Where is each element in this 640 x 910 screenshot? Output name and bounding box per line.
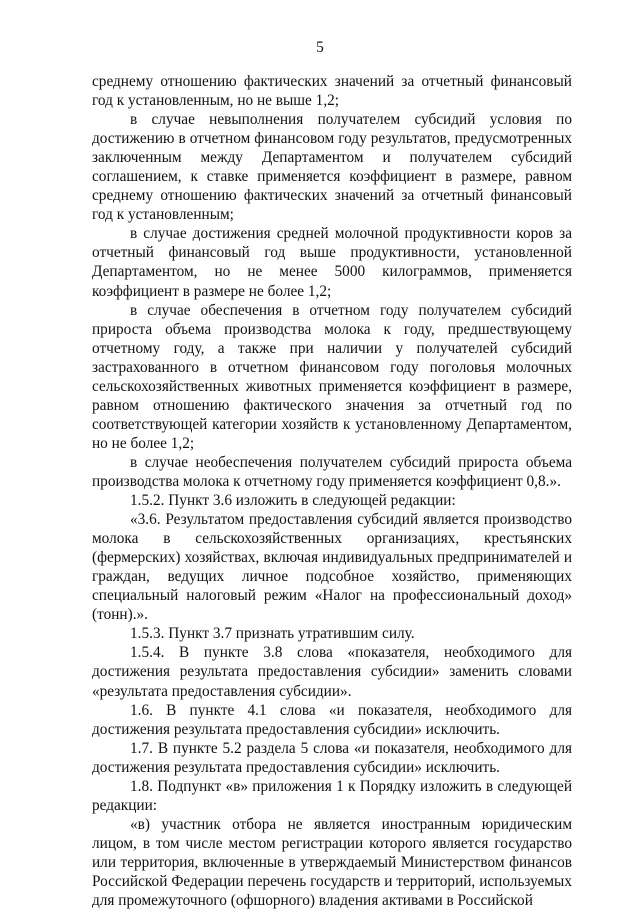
paragraph: 1.5.2. Пункт 3.6 изложить в следующей редакции: xyxy=(130,492,456,510)
paragraph: 1.5.3. Пункт 3.7 признать утратившим силу. xyxy=(130,625,415,643)
paragraph: в случае невыполнения получателем субсидий условия по достижению в отчетном финансовом году результатов, предусмотренных заключенным между Департаментом и получателем субсидий соглашением, к ставке применяется коэффициент в размере, равном среднему отношению фактических значений за отчетный финансовый год к установленным; xyxy=(92,111,572,224)
page-number: 5 xyxy=(316,39,324,56)
paragraph: среднему отношению фактических значений за отчетный финансовый год к установленным, но не выше 1,2; xyxy=(92,73,572,110)
paragraph: в случае необеспечения получателем субсидий прироста объема производства молока к отчетному году применяется коэффициент 0,8.». xyxy=(92,453,572,490)
paragraph: 1.6. В пункте 4.1 слова «и показателя, необходимого для достижения результата предоставления субсидии» исключить. xyxy=(92,701,572,738)
paragraph: «3.6. Результатом предоставления субсидий является производство молока в сельскохозяйственных организациях, крестьянских (фермерских) хозяйствах, включая индивидуальных предпринимателей и граждан, ведущих личное подсобное хозяйство, применяющих специальный налоговый режим «Налог на профессиональный доход» (тонн).». xyxy=(92,511,572,624)
paragraph: «в) участник отбора не является иностранным юридическим лицом, в том числе местом регистрации которого является государство или территория, включенные в утверждаемый Министерством финансов Российской Федерации перечень государств и территорий, используемых для промежуточного (офшорного) владения активами в Российской xyxy=(92,815,572,910)
paragraph: в случае обеспечения в отчетном году получателем субсидий прироста объема производства молока к году, предшествующему отчетному году, а также при наличии у получателей субсидий застрахованного в отчетном финансовом году поголовья молочных сельскохозяйственных животных применяется коэффициент в размере, равном отношению фактического значения за отчетный год по соответствующей категории хозяйств к установленному Департаментом, но не более 1,2; xyxy=(92,301,572,452)
document-body xyxy=(92,72,572,910)
paragraph: в случае достижения средней молочной продуктивности коров за отчетный финансовый год выше продуктивности, установленной Департаментом, но не менее 5000 килограммов, применяется коэффициент в размере не более 1,2; xyxy=(92,225,572,300)
paragraph: 1.8. Подпункт «в» приложения 1 к Порядку изложить в следующей редакции: xyxy=(92,777,572,814)
paragraph: 1.7. В пункте 5.2 раздела 5 слова «и показателя, необходимого для достижения результата предоставления субсидии» исключить. xyxy=(92,739,572,776)
paragraph: 1.5.4. В пункте 3.8 слова «показателя, необходимого для достижения результата предоставления субсидии» заменить словами «результата предоставления субсидии». xyxy=(92,644,572,700)
